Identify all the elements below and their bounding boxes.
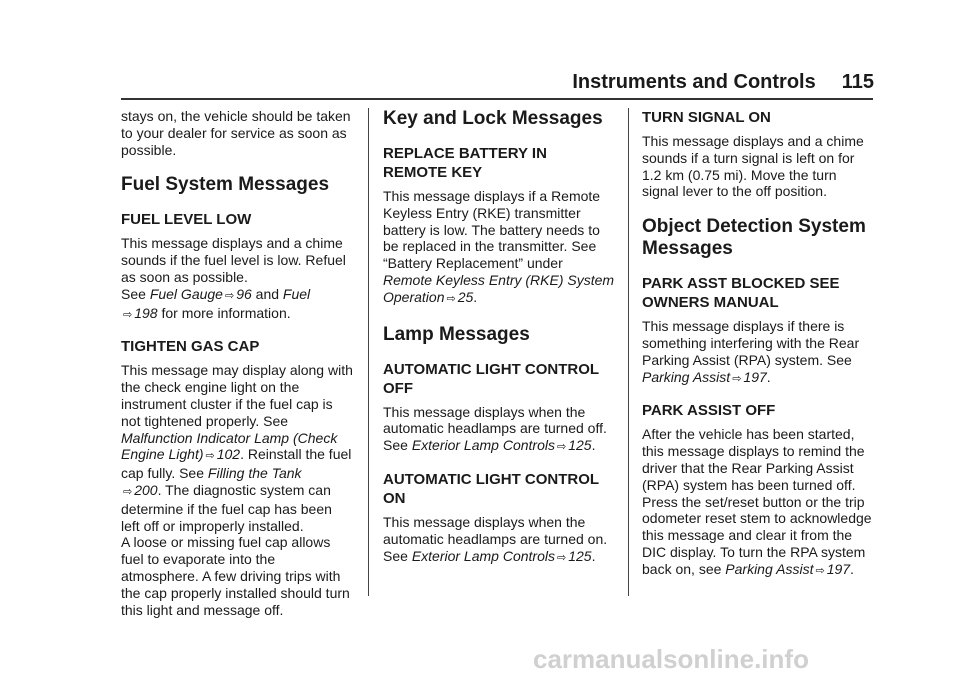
heading-turn-signal: TURN SIGNAL ON [642,109,771,126]
heading-key-lock: Key and Lock Messages [383,108,603,129]
section-title: Instruments and Controls [572,71,816,93]
ref-rke[interactable]: Remote Keyless Entry (RKE) System Operation [383,271,615,305]
ref-parking-assist-2[interactable]: Parking Assist [725,560,814,577]
column-2 [383,108,615,566]
auto-on-paragraph: This message displays when the automatic headlamps are turned on. See Exterior Lamp Controls ⇨ 125. [383,513,608,564]
page-ref-arrow-icon: ⇨ [205,449,215,463]
heading-auto-light-off: AUTOMATIC LIGHT CONTROL OFF [383,360,599,397]
heading-object-detection: Object Detection System Messages [642,216,866,260]
column-separator-2 [628,108,629,596]
page-ref-arrow-icon: ⇨ [123,484,133,498]
gas-cap-paragraph-2: A loose or missing fuel cap allows fuel to evaporate into the atmosphere. A few driving trips with the cap properly installed should turn this light and message off. [121,534,350,618]
auto-off-paragraph: This message displays when the automatic headlamps are turned off. See Exterior Lamp Controls ⇨ 125. [383,403,607,454]
page-ref-arrow-icon: ⇨ [815,563,825,577]
page-ref-125b[interactable]: 125 [568,547,592,564]
page-ref-25[interactable]: 25 [457,288,474,305]
park-assist-off-paragraph: After the vehicle has been started, this message displays to remind the driver that the Rear Parking Assist (RPA) system has been turned off. Press the set/reset button or the trip odometer reset stem to acknowledge this message and clear it from the DIC display. To turn the RPA system back on, see Parking Assist ⇨ 197. [642,426,872,577]
page-ref-arrow-icon: ⇨ [123,307,133,321]
gas-cap-paragraph: This message may display along with the check engine light on the instrument cluster if the fuel cap is not tightened properly. See Malfunction Indicator Lamp (Check Engine Light) ⇨ 102. Reinstall the fuel cap fully. See Filling the Tank ⇨ 200. The diagnostic system can determine if the fuel cap has been left off or improperly installed. [121,362,353,534]
page-ref-198[interactable]: 198 [134,304,158,321]
page-number: 115 [841,71,874,93]
ref-exterior-lamp-1[interactable]: Exterior Lamp Controls [411,437,555,454]
column-separator-1 [368,108,369,596]
page-header [572,71,874,94]
intro-paragraph: stays on, the vehicle should be taken to your dealer for service as soon as possible. [121,108,351,158]
heading-replace-battery: REPLACE BATTERY IN REMOTE KEY [383,145,547,181]
ref-parking-assist-1[interactable]: Parking Assist [642,368,731,385]
page-ref-96[interactable]: 96 [236,285,252,302]
battery-paragraph: This message displays if a Remote Keyless Entry (RKE) transmitter battery is low. The battery needs to be replaced in the transmitter. See “Battery Replacement” under Remote Keyless Entry (RKE) System Operation ⇨ 25. [383,188,615,305]
heading-park-asst-blocked: PARK ASST BLOCKED SEE OWNERS MANUAL [642,275,840,312]
page-ref-200[interactable]: 200 [134,481,158,498]
column-3 [642,108,874,580]
page-ref-arrow-icon: ⇨ [556,440,567,454]
heading-tighten-gas-cap: TIGHTEN GAS CAP [121,338,260,356]
heading-fuel-level-low: FUEL LEVEL LOW [121,211,252,229]
page-ref-197a[interactable]: 197 [743,368,767,385]
heading-auto-light-on: AUTOMATIC LIGHT CONTROL ON [383,470,599,507]
page-ref-102[interactable]: 102 [216,446,241,463]
page-ref-197b[interactable]: 197 [826,560,851,577]
fuel-low-paragraph: This message displays and a chime sounds if the fuel level is low. Refuel as soon as possible. See Fuel Gauge ⇨ 96 and Fuel ⇨ 198 for more information. [121,235,346,321]
watermark: carmanualsonline.info [533,644,809,674]
page-ref-arrow-icon: ⇨ [224,288,235,302]
ref-filling-tank[interactable]: Filling the Tank [207,465,302,482]
heading-fuel-system: Fuel System Messages [121,174,330,196]
turn-signal-paragraph: This message displays and a chime sounds if a turn signal is left on for 1.2 km (0.75 mi). Move the turn signal lever to the off position. [642,133,864,200]
page-ref-arrow-icon: ⇨ [446,291,456,305]
blocked-paragraph: This message displays if there is something interfering with the Rear Parking Assist (RPA) system. See Parking Assist ⇨ 197. [642,318,860,385]
ref-fuel-gauge[interactable]: Fuel Gauge [149,285,223,302]
page-ref-125a[interactable]: 125 [568,437,592,454]
page-ref-arrow-icon: ⇨ [732,371,742,385]
heading-lamp-messages: Lamp Messages [383,323,530,345]
ref-exterior-lamp-2[interactable]: Exterior Lamp Controls [411,547,555,564]
column-1 [121,108,353,618]
ref-fuel[interactable]: Fuel [282,285,311,302]
page-ref-arrow-icon: ⇨ [556,550,567,564]
heading-park-assist-off: PARK ASSIST OFF [642,402,776,420]
header-rule [121,98,873,100]
ref-mil[interactable]: Malfunction Indicator Lamp (Check Engine Light) [121,429,338,463]
